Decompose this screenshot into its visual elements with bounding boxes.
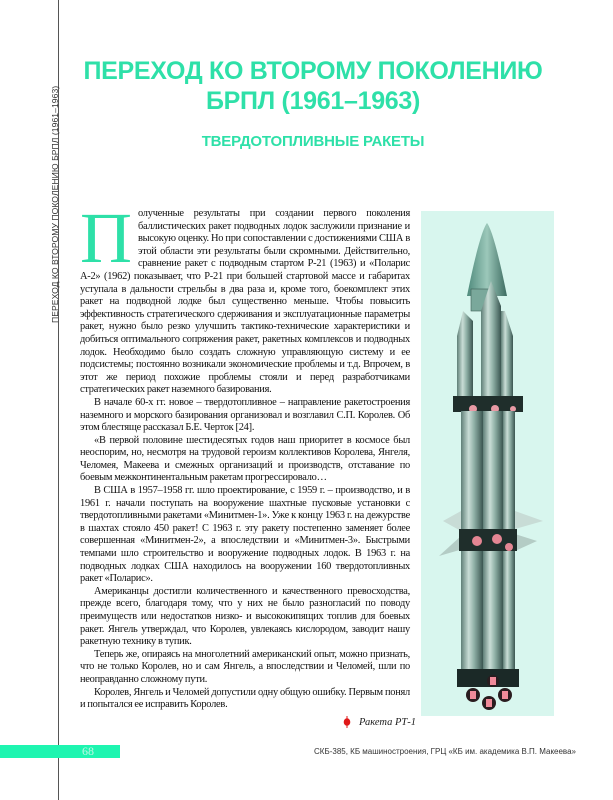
paragraph: Американцы достигли количественного и качественного превосходства, прежде всего, благодаря тому, что у них не было разногласий по поводу преимуществ или недостатков низко- и высококипящих топлив для боевых ракет. Янгель утверждал, что Королев, увлекаясь кислородом, заводит нашу ракетную технику в тупик.: [80, 585, 410, 648]
page-title: [80, 56, 546, 116]
upper-block-left: [457, 311, 473, 396]
lower-stage-right: [503, 551, 515, 671]
page-number: 68: [82, 744, 94, 758]
fin: [515, 511, 543, 529]
article-body: [80, 198, 410, 712]
footer-accent-bar: [0, 745, 120, 758]
running-head: ПЕРЕХОД КО ВТОРОМУ ПОКОЛЕНИЮ БРПЛ (1961–1963): [50, 85, 60, 323]
figure-caption: [343, 716, 416, 728]
title-line-1: ПЕРЕХОД КО ВТОРОМУ ПОКОЛЕНИЮ: [83, 57, 543, 85]
fin: [515, 534, 537, 551]
rocket-rt1-image: [421, 211, 554, 716]
nose-cone: [467, 223, 507, 296]
paragraph: Теперь же, опираясь на многолетний американский опыт, можно признать, что не только Королев, но и сам Янгель, а впоследствии и Челомей, шли по неоправданно сложному пути.: [80, 648, 410, 685]
publisher-footer: СКБ-385, КБ машиностроения, ГРЦ «КБ им. академика В.П. Макеева»: [314, 747, 576, 756]
title-line-2: БРПЛ (1961–1963): [205, 87, 421, 115]
lower-stage-center: [483, 551, 503, 671]
caption-text: Ракета РТ-1: [359, 716, 417, 728]
paragraph: «В первой половине шестидесятых годов наш приоритет в космосе был неоспорим, но, несмотря на трудовой героизм коллективов Королева, Янгеля, Челомея, Макеева и смежных организаций и производств, отставание по боевым межконтинентальным ракетам прогрессировало…: [80, 434, 410, 484]
drop-cap: П: [80, 198, 132, 278]
paragraph: В начале 60-х гг. новое – твердотопливное – направление ракетостроения наземного и морского базирования организовал и возглавил С.П. Королев. Об этом блестяще рассказал Б.Е. Черток [24].: [80, 396, 410, 434]
paragraph-text: олученные результаты при создании первого поколения баллистических ракет подводных лодок заслужили признание и высокую оценку. Но при сопоставлении с достижениями США в этой области эти результаты были скромными. Действительно, сравнение ракет с подводным стартом Р-21 (1963) и «Поларис А-2» (1962) показывает, что Р-21 при большей стартовой массе и габаритах уступала в дальности стрельбы в два раза и, кроме того, боекомплект этих ракет на подводной лодке был существенно меньше. Чтобы повысить эффективность стратегического сдерживания и эксплуатационные параметры ракет, нужно было резко улучшить тактико-технические характеристики и добиться оптимального сопряжения ракет, ракетных комплексов и подводных лодок. Необходимо было создать сложную управляющую систему и ее подсистемы; постоянно возникали экономические проблемы и т.д. Впрочем, в этот же период похожие проблемы стояли и перед разработчиками стратегических ракет наземного базирования.: [80, 208, 410, 396]
section-subtitle: ТВЕРДОТОПЛИВНЫЕ РАКЕТЫ: [201, 133, 425, 150]
paragraph: Королев, Янгель и Челомей допустили одну общую ошибку. Первым понял и попытался ее исправить Королев.: [80, 686, 410, 711]
rocket-illustration: [421, 211, 554, 716]
paragraph: [80, 198, 410, 397]
paragraph: В США в 1957–1958 гг. шло проектирование, с 1959 г. – производство, и в 1961 г. начали поступать на вооружение шахтные пусковые установки с твердотопливными ракетами «Минитмен-1». Уже к концу 1963 г. на дежурстве в шахтах стояло 450 ракет! С 1963 г. эту ракету постепенно заменяет более совершенная «Минитмен-2», а впоследствии и «Минитмен-3». Быстрыми темпами шло строительство и вооружение подводных лодок. В 1963 г. на подводных лодках США находилось на вооружении 160 твердотопливных ракет «Поларис».: [80, 485, 410, 585]
lower-stage-left: [461, 551, 483, 671]
upper-block-right: [501, 311, 513, 396]
caption-marker-icon: [343, 716, 351, 728]
fin: [443, 511, 461, 531]
